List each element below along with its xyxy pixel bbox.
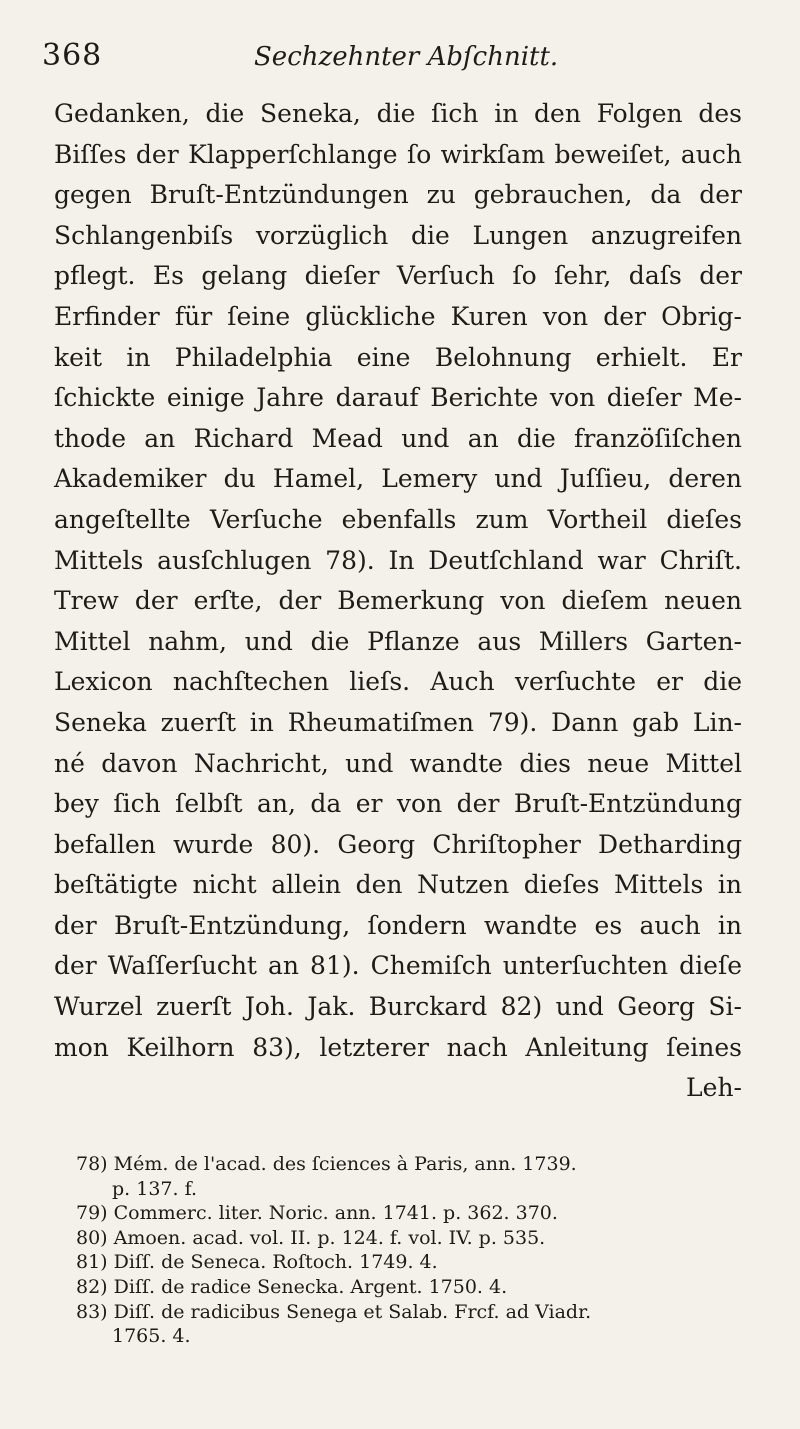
text-line: keit in Philadelphia eine Belohnung erhielt. Er: [54, 342, 742, 372]
text-line: Biſſes der Klapperſchlange ſo wirkſam beweiſet, auch: [54, 139, 742, 169]
text-line: gegen Bruſt-Entzündungen zu gebrauchen, da der: [54, 180, 742, 210]
text-line: mon Keilhorn 83), letzterer nach Anleitung ſeines: [54, 1032, 742, 1062]
text-line: angeſtellte Verſuche ebenfalls zum Vortheil dieſes: [54, 504, 742, 534]
main-text: [54, 94, 742, 1109]
text-line: Trew der erſte, der Bemerkung von dieſem neuen: [54, 586, 742, 616]
catchword: Leh-: [686, 1073, 742, 1103]
text-line: Akademiker du Hamel, Lemery und Juſſieu, deren: [54, 464, 742, 494]
footnote-continuation: p. 137. f.: [112, 1177, 197, 1200]
page-number: 368: [42, 38, 103, 73]
text-line: Mittels ausſchlugen 78). In Deutſchland war Chriſt.: [54, 545, 742, 575]
footnote-continuation: 1765. 4.: [112, 1325, 191, 1348]
text-line: Erfinder für ſeine glückliche Kuren von der Obrig-: [54, 301, 742, 331]
text-line: Schlangenbiſs vorzüglich die Lungen anzugreifen: [54, 220, 742, 250]
footnote: 83) Diſſ. de radicibus Senega et Salab. Frcf. ad Viadr.: [76, 1300, 592, 1323]
page-header: [42, 38, 762, 78]
text-line: Lexicon nachſtechen lieſs. Auch verſuchte er die: [54, 667, 742, 697]
text-line: der Waſſerſucht an 81). Chemiſch unterſuchten dieſe: [54, 951, 742, 981]
text-line: befallen wurde 80). Georg Chriſtopher Dethardinɡ: [54, 829, 742, 859]
text-line: beſtätigte nicht allein den Nutzen dieſes Mittels in: [54, 870, 742, 900]
running-title: Sechzehnter Abſchnitt.: [254, 42, 559, 72]
text-line: Wurzel zuerſt Joh. Jak. Burckard 82) und Georg Si-: [54, 992, 742, 1022]
footnotes: [76, 1152, 756, 1349]
footnote: 78) Mém. de l'acad. des ſciences à Paris, ann. 1739.: [76, 1153, 577, 1175]
footnote: 80) Amoen. acad. vol. II. p. 124. f. vol. IV. p. 535.: [76, 1226, 546, 1249]
text-line: Seneka zuerſt in Rheumatiſmen 79). Dann gab Lin-: [54, 707, 742, 737]
text-line: Gedanken, die Seneka, die ſich in den Folgen des: [54, 99, 742, 128]
footnote: 81) Diſſ. de Seneca. Roſtoch. 1749. 4.: [76, 1251, 438, 1274]
text-line: ſchickte einige Jahre darauf Berichte von dieſer Me-: [54, 383, 742, 413]
text-line: né davon Nachricht, und wandte dies neue Mittel: [54, 748, 742, 778]
text-line: pflegt. Es gelang dieſer Verſuch ſo ſehr, daſs der: [54, 261, 742, 291]
text-line: Mittel nahm, und die Pflanze aus Millers Garten-: [54, 626, 742, 656]
footnote: 79) Commerc. liter. Noric. ann. 1741. p. 362. 370.: [76, 1202, 558, 1225]
text-line: der Bruſt-Entzündung, ſondern wandte es auch in: [54, 910, 742, 940]
text-line: thode an Richard Mead und an die franzöſiſchen: [54, 423, 742, 453]
footnote: 82) Diſſ. de radice Senecka. Argent. 1750. 4.: [76, 1275, 508, 1298]
text-line: bey ſich ſelbſt an, da er von der Bruſt-Entzündung: [54, 789, 742, 819]
